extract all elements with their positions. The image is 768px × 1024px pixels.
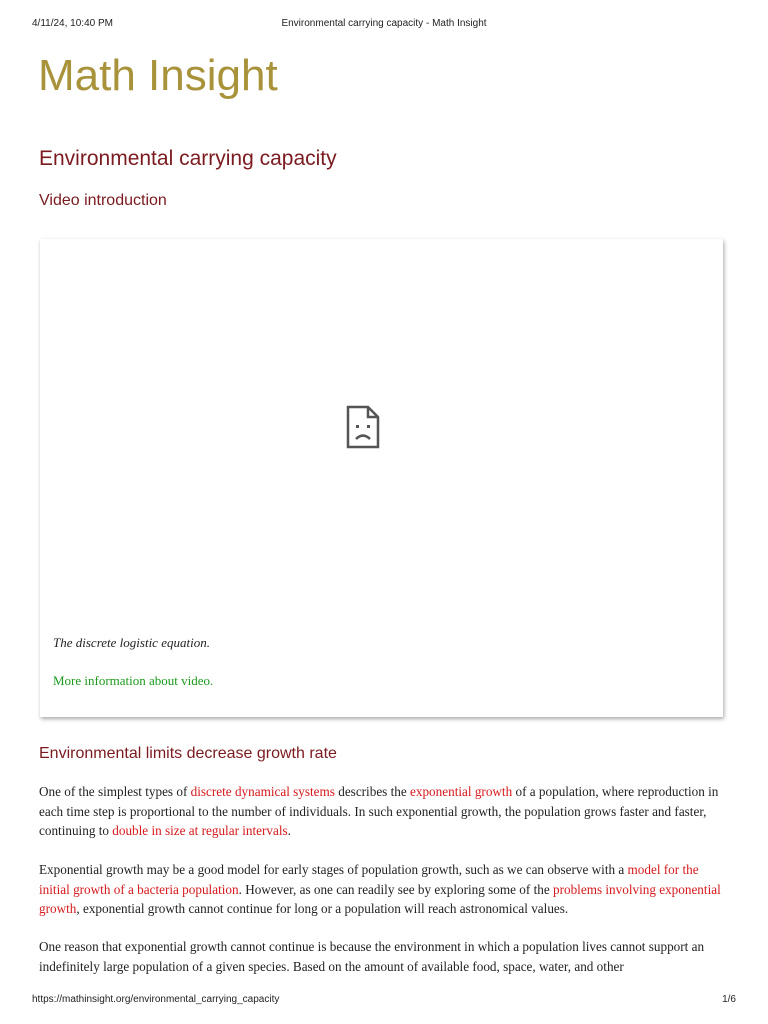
section-title: Environmental limits decrease growth rate — [39, 745, 337, 762]
print-url: https://mathinsight.org/environmental_carrying_capacity — [32, 994, 280, 1005]
paragraph-text: One of the simplest types of — [39, 784, 191, 799]
video-section-title: Video introduction — [39, 192, 167, 209]
link-bacteria-growth-model[interactable]: model for the initial growth of a bacteria population — [39, 862, 699, 897]
paragraph-text: One reason that exponential growth cannot continue is because the environment in which a population lives cannot support an indefinitely large population of a given species. Based on the amount of available food, space, water, and other — [39, 939, 705, 974]
paragraph-1 — [39, 782, 729, 841]
paragraph-text: Exponential growth may be a good model for early stages of population growth, such as we can observe with a — [39, 862, 628, 877]
paragraph-text: , exponential growth cannot continue for long or a population will reach astronomical values. — [76, 901, 569, 916]
paragraph-text: describes the — [334, 784, 411, 799]
link-exponential-growth-problems[interactable]: problems involving exponential growth — [39, 881, 721, 916]
print-datetime: 4/11/24, 10:40 PM — [32, 18, 113, 29]
video-more-info-link[interactable]: More information about video. — [53, 673, 214, 688]
paragraph-text: . — [287, 823, 291, 838]
link-exponential-growth[interactable]: exponential growth — [410, 784, 513, 799]
paragraph-text: of a population, where reproduction in each time step is proportional to the number of individuals. In such exponential growth, the population grows faster and faster, continuing to — [39, 784, 719, 838]
site-title[interactable]: Math Insight — [38, 51, 278, 100]
broken-page-icon — [346, 405, 380, 449]
paragraph-3 — [39, 937, 729, 976]
link-double-in-size[interactable]: double in size at regular intervals — [112, 823, 288, 838]
print-doc-title: Environmental carrying capacity - Math Insight — [281, 18, 487, 29]
video-embed[interactable] — [40, 239, 723, 717]
video-caption: The discrete logistic equation. — [53, 635, 210, 650]
print-footer — [32, 994, 736, 1008]
print-page-count: 1/6 — [722, 994, 736, 1005]
print-header — [32, 18, 736, 32]
link-discrete-dynamical-systems[interactable]: discrete dynamical systems — [190, 784, 335, 799]
paragraph-text: . However, as one can readily see by exploring some of the — [238, 881, 553, 897]
paragraph-2 — [39, 860, 729, 919]
page-title: Environmental carrying capacity — [39, 147, 337, 170]
